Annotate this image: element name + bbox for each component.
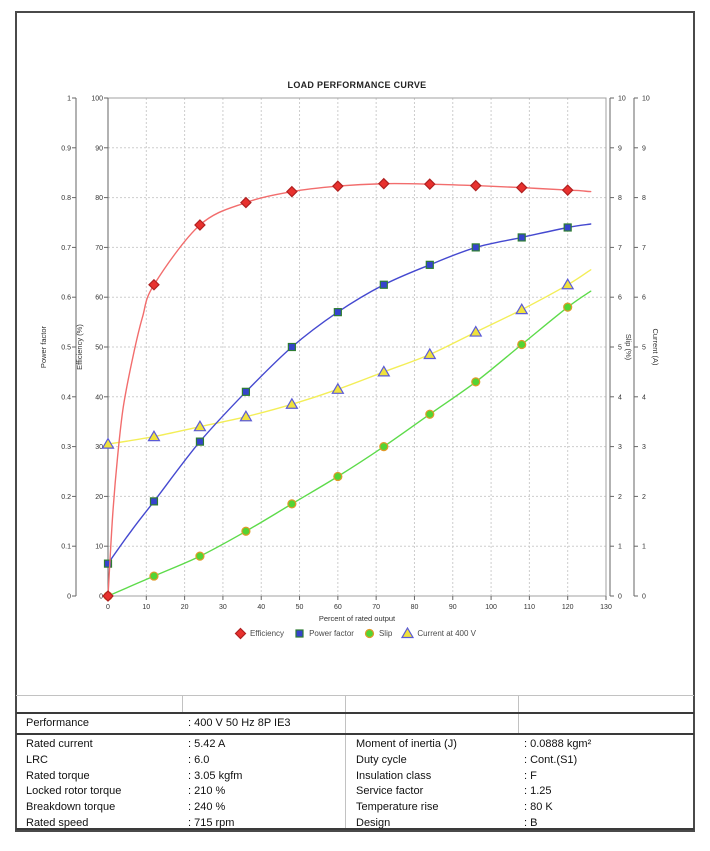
svg-text:40: 40 [257,604,266,611]
efficiency-axis-label: Efficiency (%) [75,324,84,370]
svg-text:10: 10 [95,543,103,551]
spec-labels-left [26,737,121,832]
svg-text:50: 50 [95,344,103,352]
svg-text:20: 20 [180,604,189,611]
legend-item-power-factor [293,627,354,640]
chart-legend [0,627,710,640]
table-divider [518,695,519,733]
svg-text:2: 2 [618,493,622,501]
spec-value: : 80 K [524,801,553,814]
svg-text:0.1: 0.1 [61,543,71,551]
table-divider [182,695,183,712]
spec-value: : 6.0 [188,753,210,766]
spec-label: Locked rotor torque [26,785,122,798]
svg-text:0.5: 0.5 [61,344,71,352]
svg-text:0.8: 0.8 [61,195,71,203]
svg-text:0: 0 [99,593,103,601]
spec-value: : 400 V 50 Hz 8P IE3 [188,717,291,729]
spec-values-right [524,737,591,832]
svg-text:70: 70 [95,244,103,252]
x-axis-label: Percent of rated output [318,614,396,623]
spec-value: : 5.42 A [188,738,226,750]
legend-label: Slip [378,629,393,638]
svg-text:0.6: 0.6 [61,294,71,302]
svg-text:30: 30 [95,444,103,452]
spec-label: Rated speed [26,816,89,829]
svg-text:60: 60 [95,294,103,302]
diamond-marker-icon [234,627,247,640]
spec-value: : 3.05 kgfm [188,769,243,782]
svg-text:10: 10 [618,95,626,103]
svg-text:9: 9 [642,145,646,153]
axis-layer [61,96,650,612]
svg-text:5: 5 [618,344,622,352]
slip-axis-label: Slip (%) [624,333,633,361]
spec-value: : 1.25 [524,785,552,798]
svg-text:130: 130 [600,604,612,611]
spec-label: Rated current [26,738,93,750]
svg-text:6: 6 [642,294,646,302]
svg-text:9: 9 [618,145,622,153]
svg-text:120: 120 [561,604,574,611]
svg-text:0.7: 0.7 [61,244,71,252]
triangle-marker-icon [401,627,414,640]
svg-text:0: 0 [67,593,71,601]
svg-text:7: 7 [618,244,622,252]
spec-value: : 715 rpm [188,816,235,829]
spec-label: Rated torque [26,769,90,782]
svg-text:50: 50 [295,604,304,611]
svg-text:80: 80 [410,604,419,611]
spec-label: Temperature rise [356,801,439,814]
series-layer [103,179,591,601]
spec-value: : F [524,769,537,782]
svg-text:7: 7 [642,244,646,252]
svg-text:4: 4 [642,394,646,402]
svg-text:110: 110 [523,604,535,611]
spec-label: Breakdown torque [26,801,116,814]
svg-text:2: 2 [642,493,646,501]
svg-text:40: 40 [95,394,103,402]
svg-text:0: 0 [618,593,622,601]
svg-text:0.3: 0.3 [61,444,71,452]
svg-text:5: 5 [642,344,646,352]
spec-value: : 240 % [188,801,226,814]
spec-value: : B [524,816,538,829]
spec-label: Design [356,816,391,829]
svg-text:0: 0 [106,604,110,611]
spec-label: Insulation class [356,769,432,782]
table-rule [16,712,694,714]
svg-text:100: 100 [485,604,497,611]
table-rule [16,733,694,735]
svg-text:0: 0 [642,593,646,601]
power-factor-axis-label: Power factor [39,325,48,369]
svg-text:0.4: 0.4 [61,394,71,402]
legend-item-efficiency [234,627,284,640]
svg-text:10: 10 [642,95,650,103]
spec-label: Moment of inertia (J) [356,738,457,750]
chart-title: LOAD PERFORMANCE CURVE [287,80,427,90]
spec-label: Service factor [356,785,424,798]
spec-value: : 210 % [188,785,226,798]
legend-label: Power factor [309,629,354,638]
circle-marker-icon [363,627,376,640]
svg-text:0.2: 0.2 [61,493,71,501]
table-top-rule [16,695,694,696]
spec-value: : 0.0888 kgm² [524,738,592,750]
svg-text:60: 60 [333,604,342,611]
svg-text:4: 4 [618,394,622,402]
spec-label: Duty cycle [356,753,407,766]
spec-label: Performance [26,717,89,729]
svg-text:90: 90 [448,604,457,611]
spec-labels-right [356,737,457,832]
spec-value: : Cont.(S1) [524,753,578,766]
svg-text:100: 100 [91,95,103,103]
svg-text:0.9: 0.9 [61,145,71,153]
legend-label: Current at 400 V [417,629,477,638]
svg-text:8: 8 [618,195,622,203]
svg-text:6: 6 [618,294,622,302]
svg-text:20: 20 [95,493,103,501]
svg-text:8: 8 [642,195,646,203]
table-divider [345,695,346,828]
current-axis-label: Current (A) [651,328,660,366]
svg-text:1: 1 [67,95,71,103]
spec-values-left [188,737,242,832]
svg-text:80: 80 [95,195,103,203]
legend-label: Efficiency [249,629,285,638]
svg-text:70: 70 [372,604,381,611]
svg-text:3: 3 [642,444,646,452]
legend-item-slip [363,627,392,640]
spec-label: LRC [26,753,49,766]
grid-lines [108,98,606,596]
legend-item-current-at-400-v [401,627,476,640]
square-marker-icon [293,627,306,640]
svg-text:10: 10 [142,604,151,611]
svg-text:30: 30 [219,604,227,611]
svg-text:1: 1 [642,543,646,551]
svg-text:3: 3 [618,444,622,452]
svg-text:1: 1 [618,543,622,551]
svg-text:90: 90 [95,145,103,153]
